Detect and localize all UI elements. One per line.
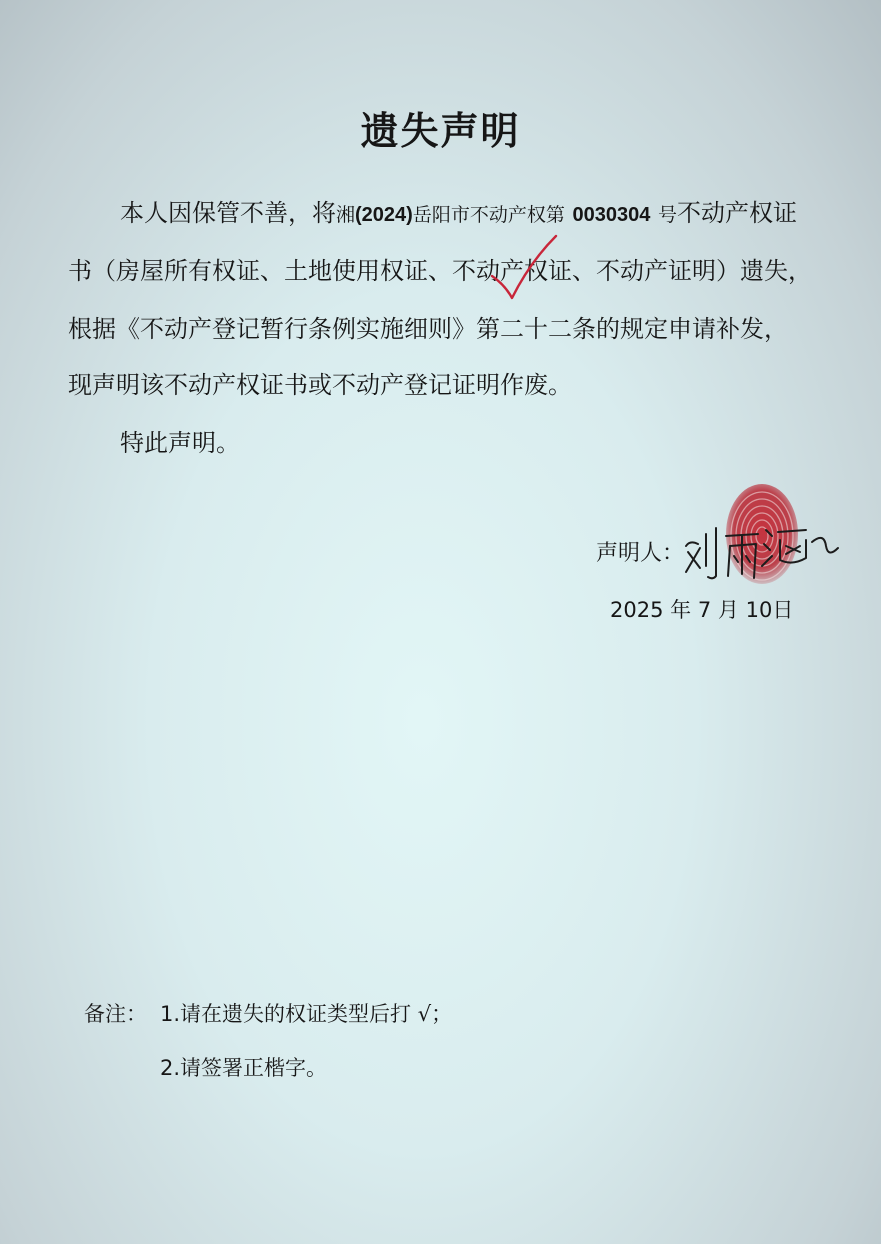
body-line-1-end: 不动产权证 xyxy=(677,199,798,227)
body-line-3: 根据《不动产登记暂行条例实施细则》第二十二条的规定申请补发， xyxy=(68,315,788,343)
signer-label: 声明人： xyxy=(596,541,685,566)
check-mark-icon xyxy=(492,236,556,298)
date-year: 2025 xyxy=(610,598,664,622)
cert-prefix: 湘 xyxy=(336,204,356,226)
document-title: 遗失声明 xyxy=(360,109,521,153)
note-item-1: 1.请在遗失的权证类型后打 √； xyxy=(160,1002,453,1026)
date-month-unit: 月 xyxy=(717,598,739,622)
closing-line: 特此声明。 xyxy=(120,429,240,457)
body-line-2: 书（房屋所有权证、土地使用权证、不动产权证、不动产证明）遗失， xyxy=(68,257,812,285)
date-year-unit: 年 xyxy=(670,598,692,622)
body-line-1-start: 本人因保管不善，将 xyxy=(120,199,336,227)
cert-middle: 岳阳市不动产权第 xyxy=(412,204,565,226)
cert-year: (2024) xyxy=(355,204,413,226)
note-label: 备注： xyxy=(84,1002,147,1026)
date-month: 7 xyxy=(697,598,712,622)
date-day-unit: 日 xyxy=(772,598,794,622)
note-item-2: 2.请签署正楷字。 xyxy=(160,1056,328,1080)
body-line-4: 现声明该不动产权证书或不动产登记证明作废。 xyxy=(68,371,572,399)
date-day: 10 xyxy=(745,598,773,622)
fingerprint-icon xyxy=(726,484,798,584)
cert-number: 0030304 xyxy=(572,204,651,226)
cert-suffix: 号 xyxy=(658,204,678,226)
